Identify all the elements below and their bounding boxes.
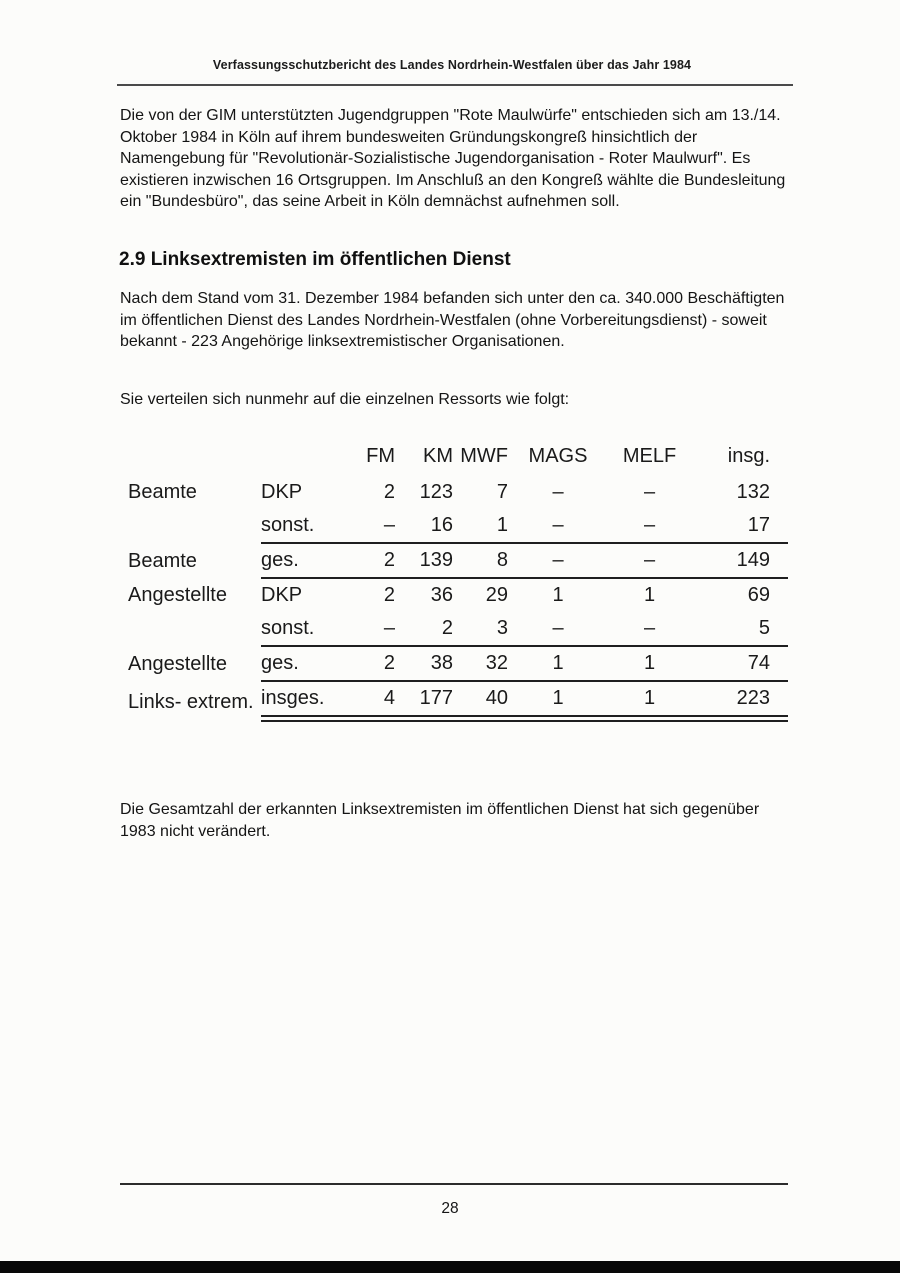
header-cell-km: KM — [423, 445, 453, 467]
cell-value: 1 — [459, 509, 514, 543]
cell-group — [128, 612, 261, 646]
cell-value: 7 — [496, 481, 508, 503]
paragraph-gim: Die von der GIM unterstützten Jugendgruppen "Rote Maulwürfe" entschieden sich am 13./14. Oktober 1984 in Köln auf ihrem bundesweiten Gründungskongreß hinsichtlich der Namengebung für "Revolutionär-Sozialistische Jugendorganisation - Roter Maulwurf". Es existieren inzwischen 16 Ortsgruppen. Im Anschluß an den Kongreß wählte die Bundesleitung ein "Bundesbüro", das seine Arbeit in Köln demnächst aufnehmen soll. — [120, 107, 786, 210]
cell-value: 3 — [459, 612, 514, 646]
cell-value: 123 — [419, 481, 453, 503]
cell-group: Beamte — [128, 550, 197, 572]
cell-value: 2 — [401, 612, 459, 646]
footer-divider — [120, 1183, 788, 1185]
cell-value: 17 — [697, 509, 788, 543]
cell-value: 1 — [514, 681, 602, 719]
header-divider — [117, 84, 793, 86]
cell-value: 2 — [356, 543, 401, 578]
cell-value: 32 — [459, 646, 514, 681]
cell-group: Links- extrem. — [128, 690, 254, 713]
cell-value: 1 — [552, 584, 564, 606]
table-row — [128, 509, 788, 543]
cell-value: – — [602, 612, 697, 646]
personnel-table — [128, 440, 788, 722]
cell-value: 149 — [697, 543, 788, 578]
header-cell-empty-group — [128, 440, 261, 476]
cell-value: 139 — [401, 543, 459, 578]
cell-value: – — [643, 481, 656, 503]
table-row — [128, 543, 788, 578]
paragraph-ressorts-intro: Sie verteilen sich nunmehr auf die einzelnen Ressorts wie folgt: — [120, 391, 570, 408]
cell-value: 2 — [383, 584, 395, 606]
cell-value: – — [514, 509, 602, 543]
cell-value: 16 — [401, 509, 459, 543]
personnel-table-wrap — [128, 440, 788, 722]
cell-value: 29 — [485, 584, 508, 606]
scan-artifact-bar — [0, 1261, 900, 1273]
table-row — [128, 612, 788, 646]
cell-label: sonst. — [261, 612, 356, 646]
cell-label: ges. — [261, 543, 356, 578]
cell-value: 8 — [459, 543, 514, 578]
cell-label: insges. — [261, 681, 356, 719]
cell-value: – — [514, 612, 602, 646]
cell-value: 1 — [602, 646, 697, 681]
header-cell-mags: MAGS — [528, 445, 588, 467]
header-cell-mwf: MWF — [460, 445, 508, 467]
cell-value: 2 — [383, 481, 395, 503]
header-cell-fm: FM — [366, 445, 395, 467]
paragraph-conclusion: Die Gesamtzahl der erkannten Linksextremisten im öffentlichen Dienst hat sich gegenüber 1983 nicht verändert. — [120, 801, 760, 840]
cell-label: sonst. — [261, 509, 356, 543]
cell-value: – — [356, 509, 401, 543]
paragraph-stand: Nach dem Stand vom 31. Dezember 1984 befanden sich unter den ca. 340.000 Beschäftigten im öffentlichen Dienst des Landes Nordrhein-Westfalen (ohne Vorbereitungsdienst) - soweit bekannt - 223 Angehörige linksextremistischer Organisationen. — [120, 290, 785, 350]
cell-value: 1 — [643, 584, 656, 606]
table-row — [128, 578, 788, 612]
cell-value: 1 — [602, 681, 697, 719]
cell-label: DKP — [261, 481, 303, 503]
cell-value: 177 — [401, 681, 459, 719]
table-row — [128, 476, 788, 509]
cell-label: DKP — [261, 584, 303, 606]
table-header-row — [128, 440, 788, 476]
cell-group: Angestellte — [128, 653, 227, 675]
cell-value: 1 — [514, 646, 602, 681]
header-cell-melf: MELF — [622, 445, 677, 467]
cell-value: 69 — [747, 584, 770, 606]
header-cell-insg: insg. — [727, 445, 770, 467]
cell-value: 74 — [697, 646, 788, 681]
cell-value: – — [602, 543, 697, 578]
cell-value: – — [514, 543, 602, 578]
page-number: 28 — [441, 1200, 459, 1217]
running-header-title: Verfassungsschutzbericht des Landes Nordrhein-Westfalen über das Jahr 1984 — [212, 58, 692, 72]
cell-group — [128, 509, 261, 543]
cell-value: – — [552, 481, 564, 503]
cell-value: 36 — [430, 584, 453, 606]
cell-value: – — [602, 509, 697, 543]
header-cell-empty-label — [261, 440, 356, 476]
cell-group: Angestellte — [128, 584, 227, 606]
cell-value: 40 — [459, 681, 514, 719]
table-row — [128, 646, 788, 681]
cell-value: 223 — [697, 681, 788, 719]
section-heading: 2.9 Linksextremisten im öffentlichen Dienst — [119, 249, 511, 270]
table-row-total — [128, 681, 788, 719]
cell-value: – — [356, 612, 401, 646]
cell-value: 132 — [736, 481, 770, 503]
cell-value: 2 — [356, 646, 401, 681]
cell-value: 4 — [356, 681, 401, 719]
cell-label: ges. — [261, 646, 356, 681]
cell-value: 5 — [697, 612, 788, 646]
cell-value: 38 — [401, 646, 459, 681]
cell-group: Beamte — [128, 481, 197, 503]
